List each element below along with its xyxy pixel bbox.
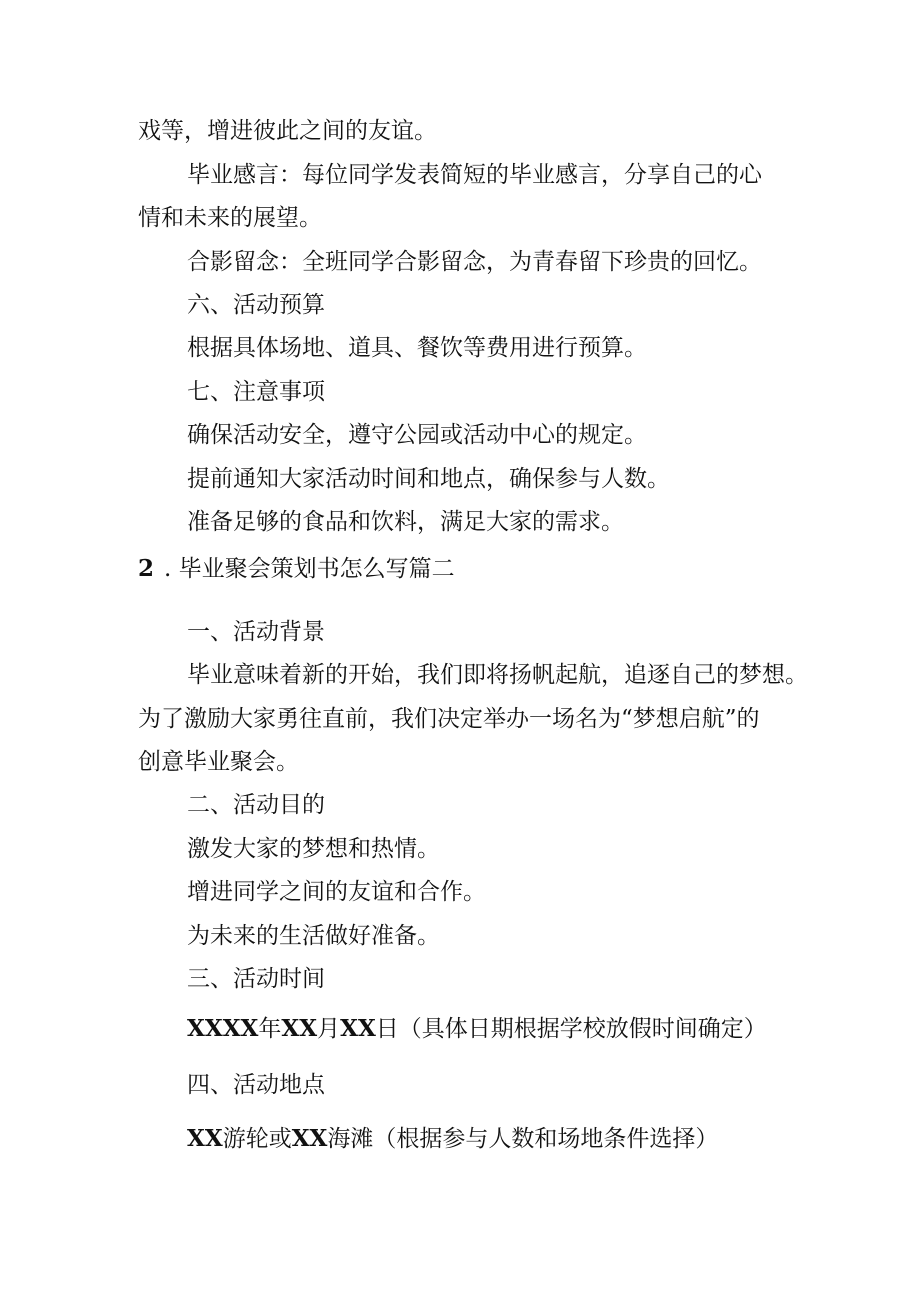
location-placeholder: XX xyxy=(187,1125,223,1152)
date-placeholder: XX xyxy=(340,1015,376,1042)
location-text: 游轮或 xyxy=(222,1126,292,1152)
paragraph-line: 提前通知大家活动时间和地点，确保参与人数。 xyxy=(187,466,670,492)
section-heading: 一、活动背景 xyxy=(187,619,325,645)
location-line xyxy=(187,1124,718,1154)
paragraph-line: 毕业意味着新的开始，我们即将扬帆起航，追逐自己的梦想。 xyxy=(187,662,808,688)
article-heading xyxy=(138,554,455,584)
paragraph-line: 为未来的生活做好准备。 xyxy=(187,923,440,949)
date-text: 年 xyxy=(258,1016,282,1042)
date-text: 日（具体日期根据学校放假时间确定） xyxy=(375,1016,767,1042)
location-text: 海滩（根据参与人数和场地条件选择） xyxy=(327,1126,719,1152)
date-placeholder: XXXX xyxy=(187,1015,259,1042)
paragraph-line: 确保活动安全，遵守公园或活动中心的规定。 xyxy=(187,422,647,448)
section-heading: 四、活动地点 xyxy=(187,1072,325,1098)
paragraph-line: 合影留念：全班同学合影留念，为青春留下珍贵的回忆。 xyxy=(187,249,762,275)
paragraph-line: 为了激励大家勇往直前，我们决定举办一场名为“梦想启航”的 xyxy=(138,706,760,732)
section-heading: 三、活动时间 xyxy=(187,966,325,992)
heading-number: 2 xyxy=(138,555,155,582)
paragraph-line: 激发大家的梦想和热情。 xyxy=(187,836,440,862)
paragraph-line: 创意毕业聚会。 xyxy=(138,749,299,775)
section-heading: 六、活动预算 xyxy=(187,292,325,318)
section-heading: 七、注意事项 xyxy=(187,379,325,405)
date-text: 月 xyxy=(317,1016,341,1042)
paragraph-line: 戏等，增进彼此之间的友谊。 xyxy=(138,118,437,144)
heading-title: . 毕业聚会策划书怎么写篇二 xyxy=(164,556,455,582)
paragraph-line: 增进同学之间的友谊和合作。 xyxy=(187,879,486,905)
location-placeholder: XX xyxy=(291,1125,328,1152)
paragraph-line: 准备足够的食品和饮料，满足大家的需求。 xyxy=(187,509,624,535)
date-placeholder: XX xyxy=(281,1015,318,1042)
paragraph-line: 毕业感言：每位同学发表简短的毕业感言，分享自己的心 xyxy=(187,162,762,188)
date-line xyxy=(187,1014,767,1044)
paragraph-line: 根据具体场地、道具、餐饮等费用进行预算。 xyxy=(187,335,647,361)
paragraph-line: 情和未来的展望。 xyxy=(138,205,322,231)
section-heading: 二、活动目的 xyxy=(187,792,325,818)
